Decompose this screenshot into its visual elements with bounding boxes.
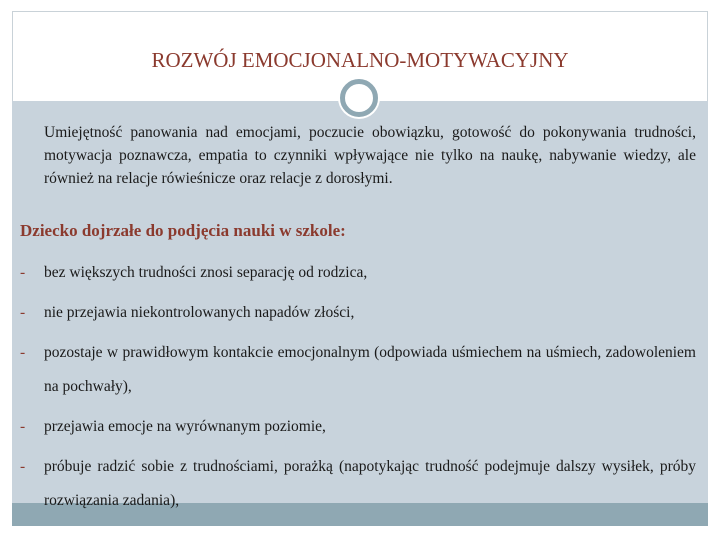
list-item (20, 336, 696, 404)
bullet-dash: - (20, 344, 26, 361)
bullet-dash: - (20, 264, 26, 281)
list-item (20, 256, 696, 290)
circle-ornament-icon (340, 79, 378, 117)
list-item (20, 410, 696, 444)
bullet-text: nie przejawia niekontrolowanych napadów złości, (44, 304, 355, 321)
bullet-list (20, 256, 696, 524)
list-item (20, 296, 696, 330)
bullet-text: bez większych trudności znosi separację od rodzica, (44, 264, 368, 281)
section-heading: Dziecko dojrzałe do podjęcia nauki w szkole: (20, 221, 346, 240)
list-item (20, 450, 696, 518)
bullet-text: przejawia emocje na wyrównanym poziomie, (44, 418, 326, 435)
bullet-text: próbuje radzić sobie z trudnościami, porażką (napotykając trudność podejmuje dalszy wysiłek, próby rozwiązania zadania), (44, 458, 696, 509)
bullet-dash: - (20, 304, 26, 321)
slide-title: ROZWÓJ EMOCJONALNO-MOTYWACYJNY (151, 48, 569, 72)
bullet-text: pozostaje w prawidłowym kontakcie emocjonalnym (odpowiada uśmiechem na uśmiech, zadowoleniem na pochwały), (44, 344, 696, 395)
bullet-dash: - (20, 418, 26, 435)
bullet-dash: - (20, 458, 26, 475)
intro-paragraph: Umiejętność panowania nad emocjami, poczucie obowiązku, gotowość do pokonywania trudności, motywacja poznawcza, empatia to czynniki wpływające nie tylko na naukę, nabywanie wiedzy, ale również na relacje rówieśnicze oraz relacje z dorosłymi. (44, 124, 696, 187)
